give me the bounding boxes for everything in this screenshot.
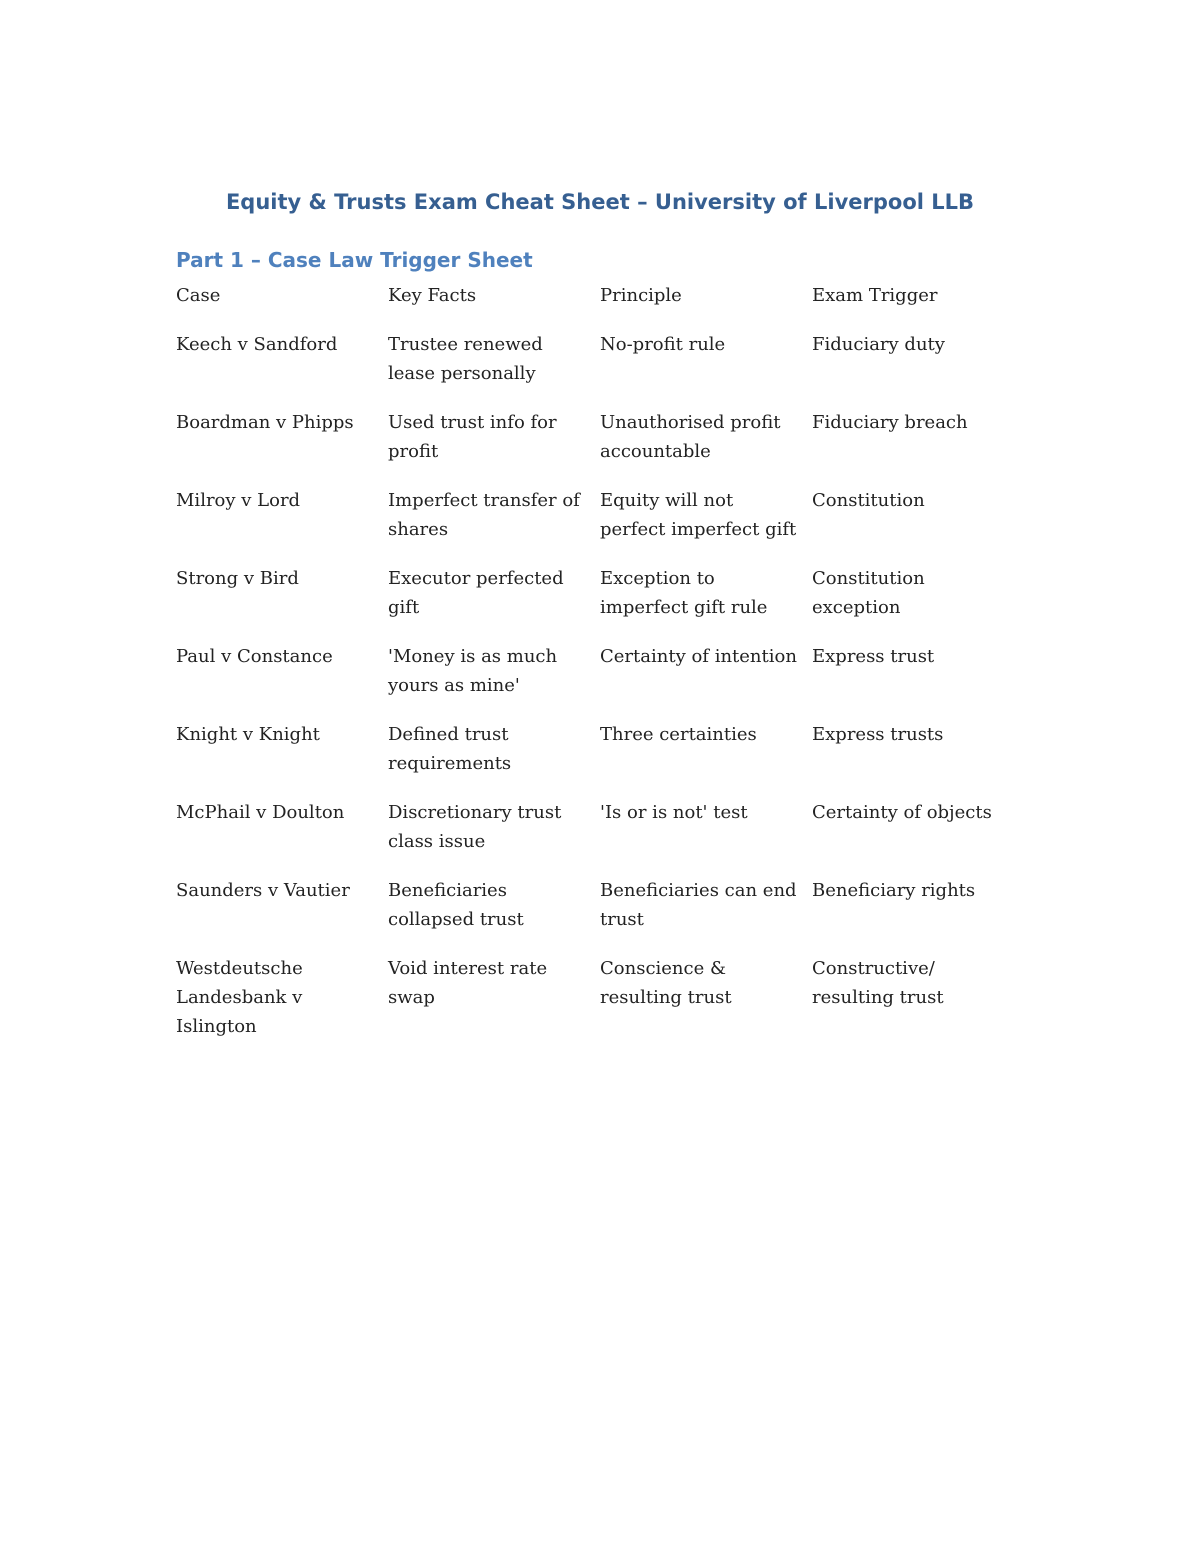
principle-cell: Three certainties xyxy=(600,724,757,745)
table-row xyxy=(176,642,1024,720)
principle-cell: Conscience & resulting trust xyxy=(600,958,732,1008)
table-row xyxy=(176,720,1024,798)
principle-cell: No-profit rule xyxy=(600,334,726,355)
table-row xyxy=(176,564,1024,642)
table-row xyxy=(176,408,1024,486)
key-facts-cell: Beneficiaries collapsed trust xyxy=(388,880,524,930)
principle-cell: 'Is or is not' test xyxy=(600,802,748,823)
case-law-table xyxy=(176,281,1024,1061)
case-cell: Knight v Knight xyxy=(176,724,320,745)
column-header-case: Case xyxy=(176,285,221,306)
principle-cell: Exception to imperfect gift rule xyxy=(600,568,768,618)
key-facts-cell: Discretionary trust class issue xyxy=(388,802,562,852)
key-facts-cell: Void interest rate swap xyxy=(388,958,548,1008)
exam-trigger-cell: Express trust xyxy=(812,646,935,667)
principle-cell: Unauthorised profit accountable xyxy=(600,412,781,462)
case-cell: Saunders v Vautier xyxy=(176,880,350,901)
case-cell: Strong v Bird xyxy=(176,568,299,589)
key-facts-cell: Executor perfected gift xyxy=(388,568,564,618)
table-row xyxy=(176,876,1024,954)
column-header-exam-trigger: Exam Trigger xyxy=(812,285,938,306)
exam-trigger-cell: Fiduciary breach xyxy=(812,412,968,433)
principle-cell: Beneficiaries can end trust xyxy=(600,880,797,930)
principle-cell: Equity will not perfect imperfect gift xyxy=(600,490,797,540)
key-facts-cell: Defined trust requirements xyxy=(388,724,512,774)
table-row xyxy=(176,798,1024,876)
column-header-principle: Principle xyxy=(600,285,682,306)
case-cell: Westdeutsche Landesbank v Islington xyxy=(176,958,303,1037)
principle-cell: Certainty of intention xyxy=(600,646,797,667)
case-cell: McPhail v Doulton xyxy=(176,802,345,823)
table-header-row xyxy=(176,281,1024,330)
table-row xyxy=(176,954,1024,1061)
key-facts-cell: Trustee renewed lease personally xyxy=(388,334,543,384)
table-row xyxy=(176,486,1024,564)
exam-trigger-cell: Constitution xyxy=(812,490,925,511)
key-facts-cell: 'Money is as much yours as mine' xyxy=(388,646,558,696)
exam-trigger-cell: Constitution exception xyxy=(812,568,925,618)
exam-trigger-cell: Fiduciary duty xyxy=(812,334,945,355)
key-facts-cell: Imperfect transfer of shares xyxy=(388,490,580,540)
exam-trigger-cell: Certainty of objects xyxy=(812,802,992,823)
key-facts-cell: Used trust info for profit xyxy=(388,412,557,462)
table-row xyxy=(176,330,1024,408)
column-header-key-facts: Key Facts xyxy=(388,285,477,306)
case-cell: Keech v Sandford xyxy=(176,334,338,355)
document-title: Equity & Trusts Exam Cheat Sheet – University of Liverpool LLB xyxy=(225,190,975,214)
exam-trigger-cell: Beneficiary rights xyxy=(812,880,976,901)
case-cell: Milroy v Lord xyxy=(176,490,301,511)
exam-trigger-cell: Express trusts xyxy=(812,724,944,745)
case-cell: Boardman v Phipps xyxy=(176,412,354,433)
case-cell: Paul v Constance xyxy=(176,646,333,667)
exam-trigger-cell: Constructive/ resulting trust xyxy=(812,958,944,1008)
section-heading: Part 1 – Case Law Trigger Sheet xyxy=(176,248,533,272)
